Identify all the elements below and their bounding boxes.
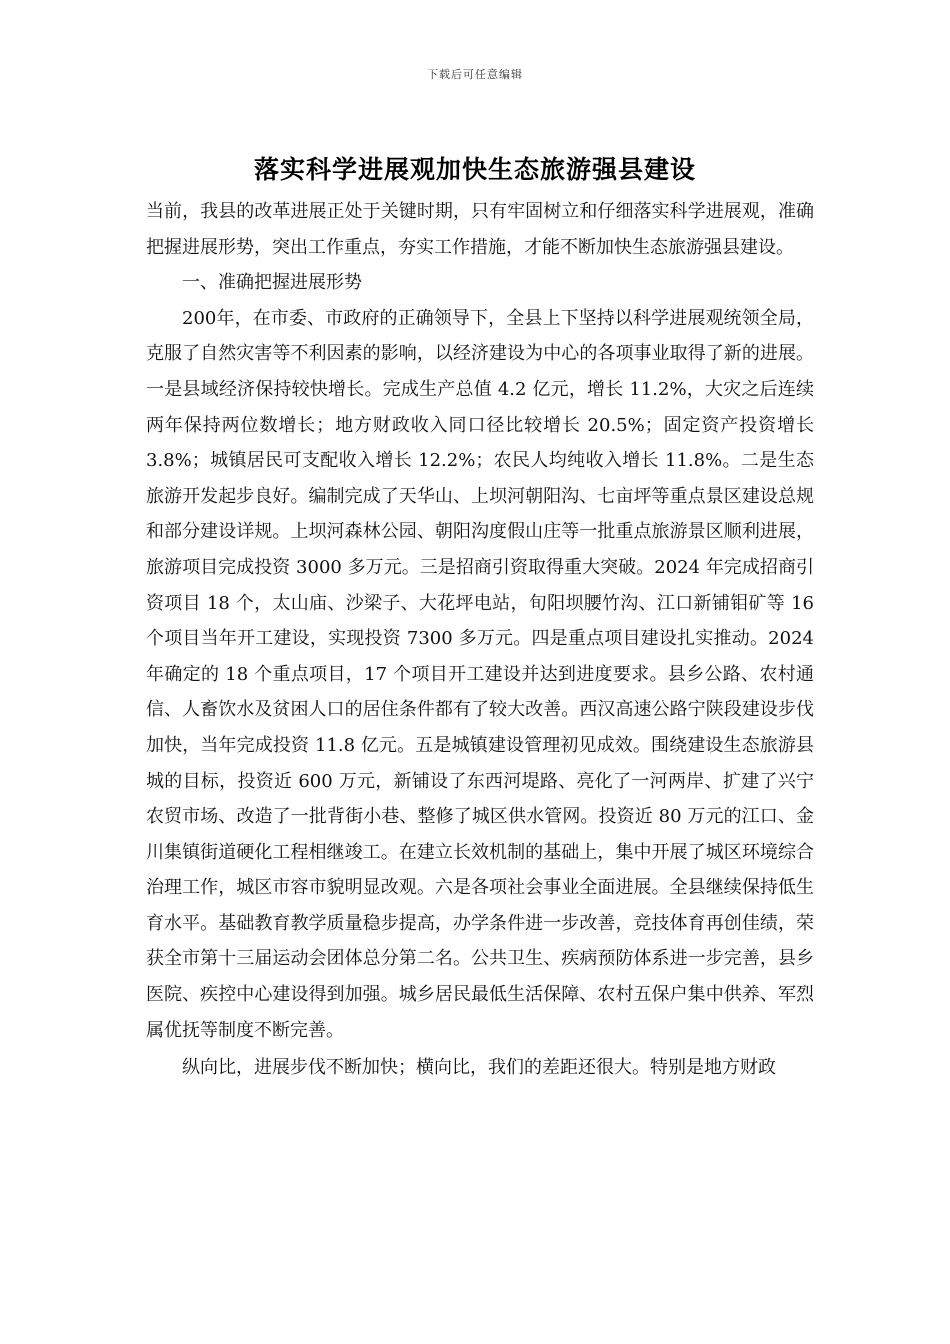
body-paragraph: 200年，在市委、市政府的正确领导下，全县上下坚持以科学进展观统领全局，克服了自然灾害等不利因素的影响，以经济建设为中心的各项事业取得了新的进展。一是县域经济保持较快增长。完成生产总值 4.2 亿元，增长 11.2%，大灾之后连续两年保持两位数增长；地方财政收入同口径比较增长 20.5%；固定资产投资增长 3.8%；城镇居民可支配收入增长 12.2%；农民人均纯收入增长 11.8%。二是生态旅游开发起步良好。编制完成了天华山、上坝河朝阳沟、七亩坪等重点景区建设总规和部分建设详规。上坝河森林公园、朝阳沟度假山庄等一批重点旅游景区顺利进展，旅游项目完成投资 3000 多万元。三是招商引资取得重大突破。2024 年完成招商引资项目 18 个，太山庙、沙梁子、大花坪电站，旬阳坝腰竹沟、江口新铺钼矿等 16 个项目当年开工建设，实现投资 7300 多万元。四是重点项目建设扎实推动。2024 年确定的 18 个重点项目，17 个项目开工建设并达到进度要求。县乡公路、农村通信、人畜饮水及贫困人口的居住条件都有了较大改善。西汉高速公路宁陕段建设步伐加快，当年完成投资 11.8 亿元。五是城镇建设管理初见成效。围绕建设生态旅游县城的目标，投资近 600 万元，新铺设了东西河堤路、亮化了一河两岸、扩建了兴宁农贸市场、改造了一批背街小巷、整修了城区供水管网。投资近 80 万元的江口、金川集镇街道硬化工程相继竣工。在建立长效机制的基础上，集中开展了城区环境综合治理工作，城区市容市貌明显改观。六是各项社会事业全面进展。全县继续保持低生育水平。基础教育教学质量稳步提高，办学条件进一步改善，竞技体育再创佳绩，荣获全市第十三届运动会团体总分第二名。公共卫生、疾病预防体系进一步完善，县乡医院、疾控中心建设得到加强。城乡居民最低生活保障、农村五保户集中供养、军烈属优抚等制度不断完善。 bbox=[146, 307, 814, 1041]
document-body bbox=[146, 194, 814, 1086]
section-heading: 一、准确把握进展形势 bbox=[182, 272, 362, 294]
header-note: 下载后可任意编辑 bbox=[427, 68, 523, 81]
document-title: 落实科学进展观加快生态旅游强县建设 bbox=[253, 155, 696, 184]
body-paragraph-continued: 纵向比，进展步伐不断加快；横向比，我们的差距还很大。特别是地方财政 bbox=[182, 1057, 776, 1079]
intro-paragraph: 当前，我县的改革进展正处于关键时期，只有牢固树立和仔细落实科学进展观，准确把握进展形势，突出工作重点，夯实工作措施，才能不断加快生态旅游强县建设。 bbox=[146, 201, 814, 258]
